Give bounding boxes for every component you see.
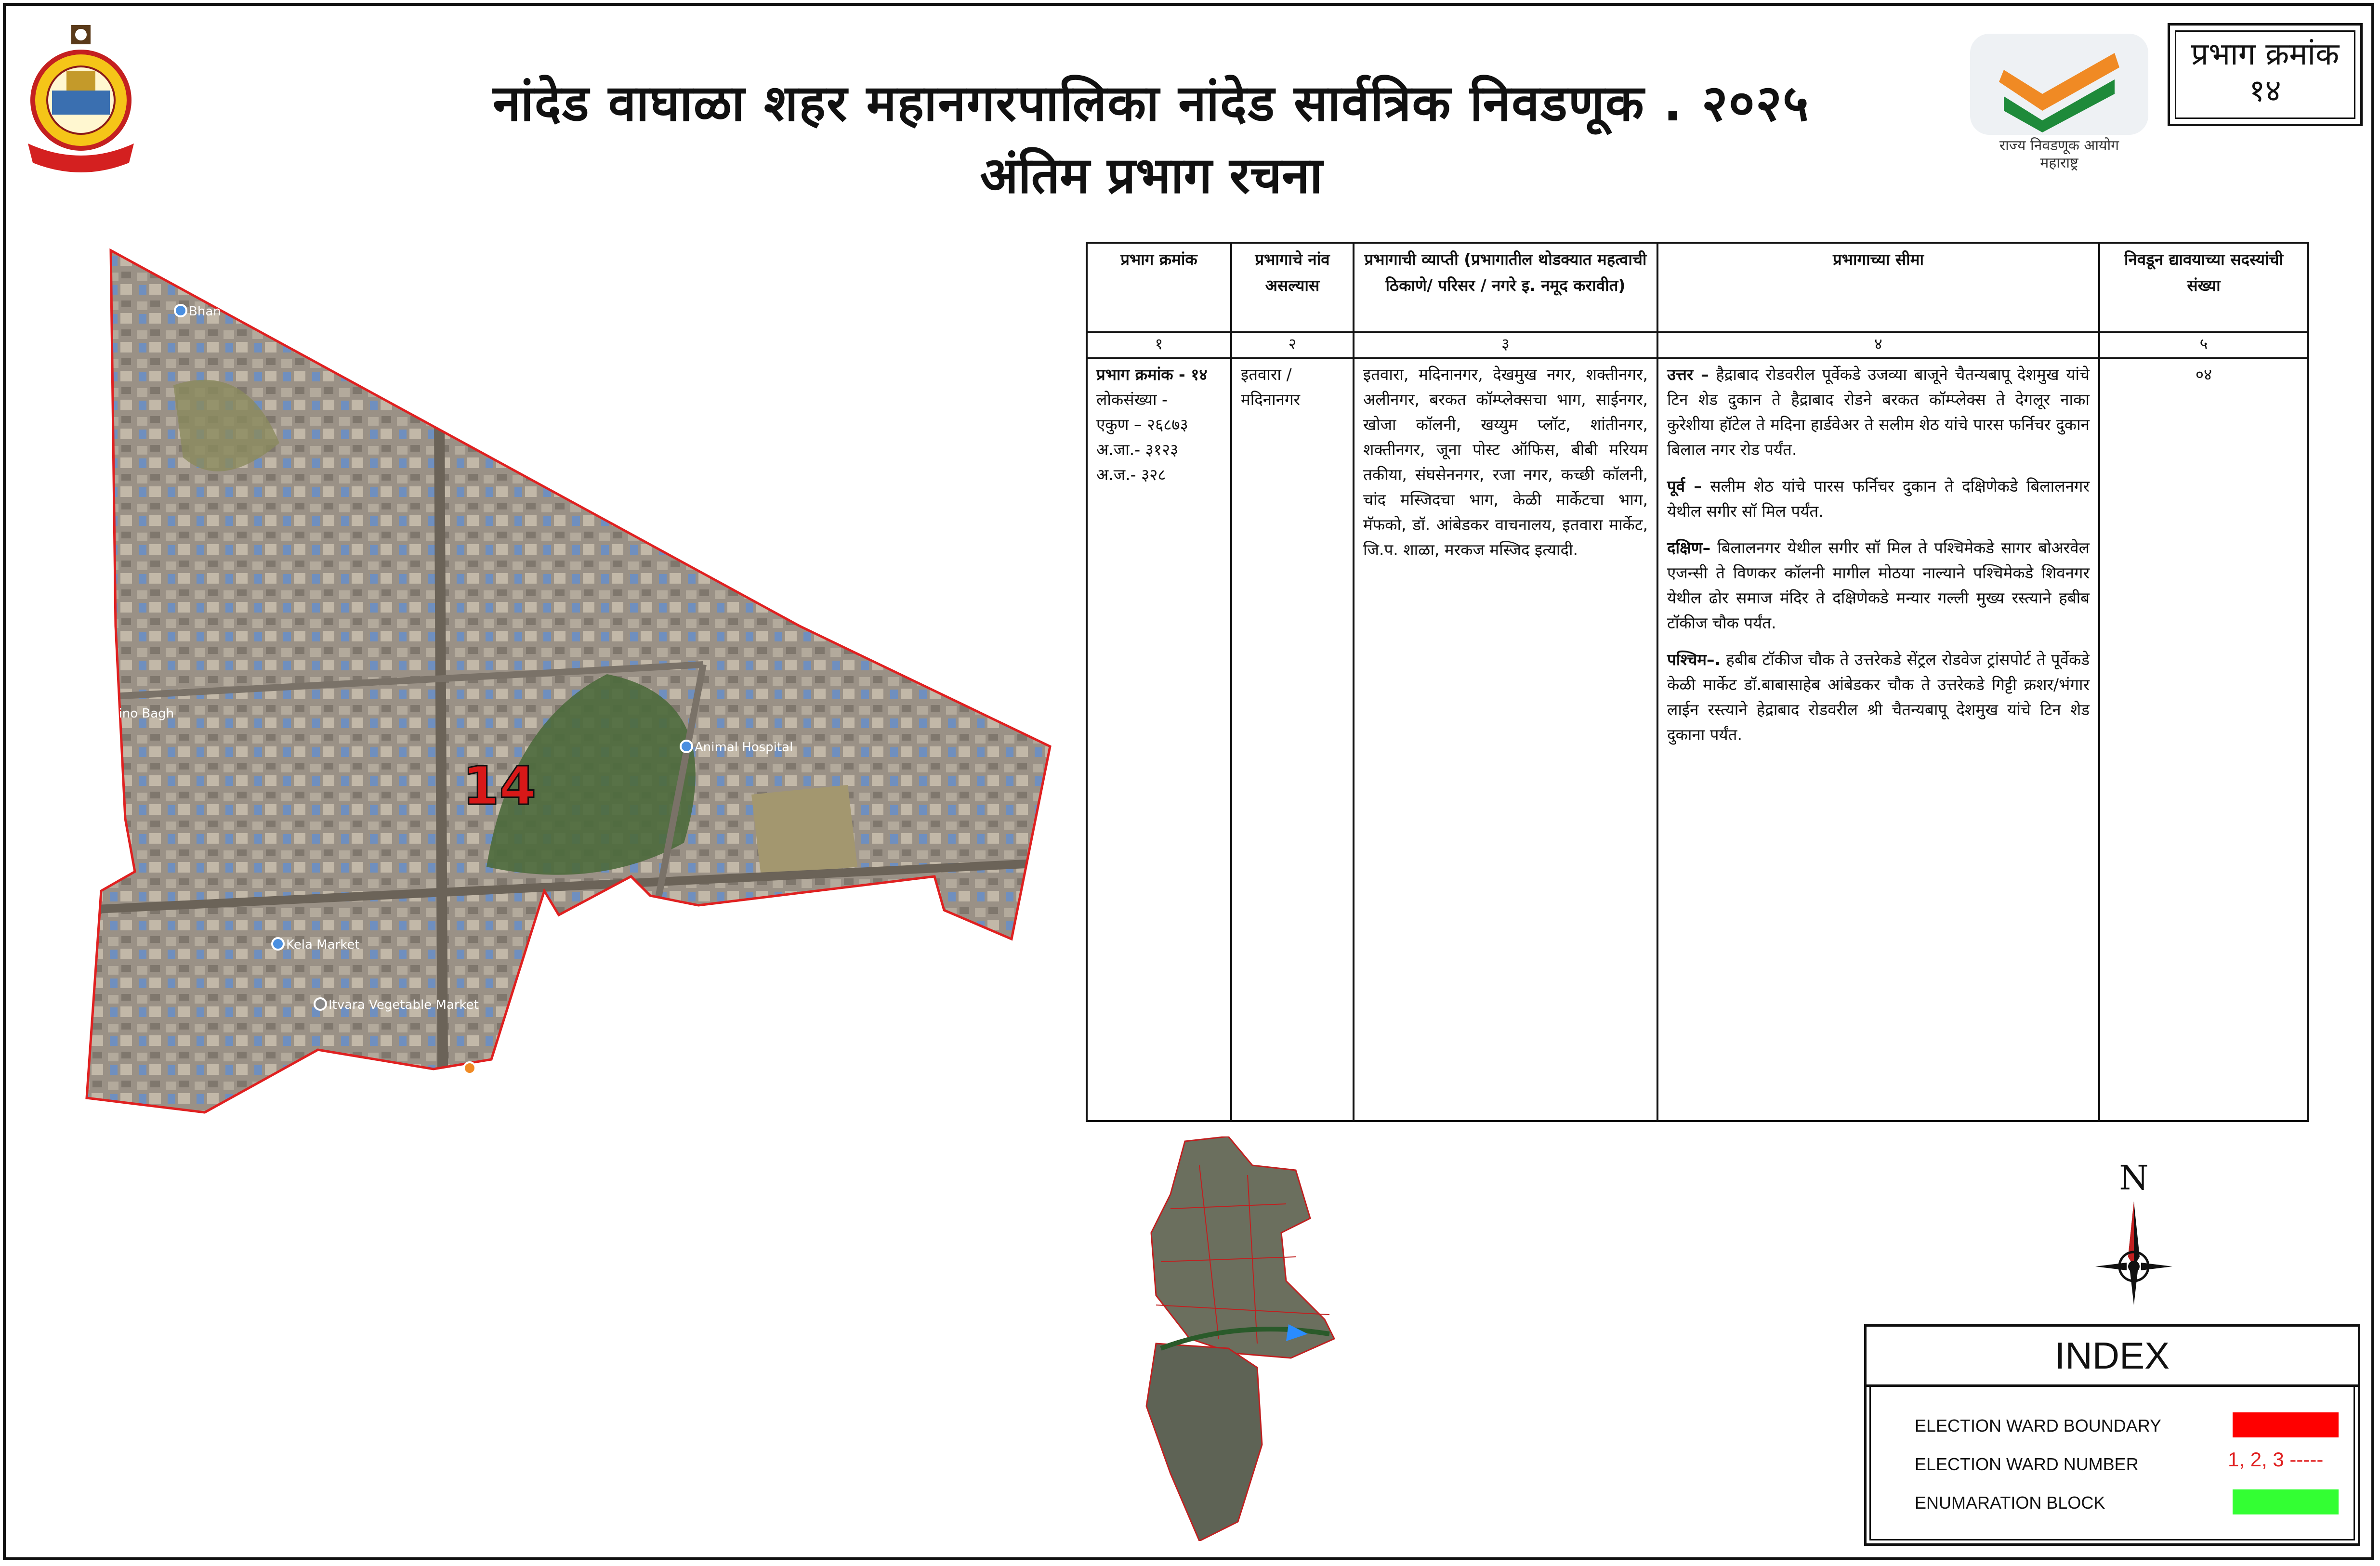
sec-caption-line1: राज्य निवडणूक आयोग xyxy=(1999,137,2119,154)
boundary-south xyxy=(1667,535,2090,636)
column-header: प्रभागाच्या सीमा xyxy=(1657,243,2099,332)
direction-label: पश्चिम–. xyxy=(1667,650,1721,669)
sc-population: अ.जा.- ३१२३ xyxy=(1096,440,1179,459)
ward-number-box xyxy=(2168,23,2363,126)
poi-marker-icon xyxy=(272,938,284,950)
column-number: २ xyxy=(1231,332,1354,358)
north-arrow-icon xyxy=(2086,1156,2182,1315)
ward-name-cell: इतवारा / मदिनानगर xyxy=(1231,358,1354,1121)
poi-marker-icon xyxy=(175,305,186,316)
poi-marker-icon xyxy=(464,1062,475,1074)
legend-swatch-enumeration-block xyxy=(2233,1489,2339,1514)
st-population: अ.ज.- ३२८ xyxy=(1096,465,1166,484)
map-title: नांदेड वाघाळा शहर महानगरपालिका नांदेड सार्वत्रिक निवडणूक . २०२५ xyxy=(492,74,1810,132)
ward-map xyxy=(77,241,1065,1156)
column-number: ४ xyxy=(1657,332,2099,358)
ward-extent-cell: इतवारा, मदिनानगर, देखमुख नगर, शक्तीनगर, अलीनगर, बरकत कॉम्प्लेक्सचा भाग, साईनगर, खोजा कॉलनी, खय्युम प्लॉट, शांतीनगर, शक्तीनगर, जूना पोस्ट ऑफिस, बीबी मरियम तकीया, संघसेननगर, रजा नगर, कच्छी कॉलनी, चांद मस्जिदचा भाग, केळी मार्केटचा भाग, मॅफको, डॉ. आंबेडकर वाचनालय, इतवारा मार्केट, जि.प. शाळा, मरकज मस्जिद इत्यादी. xyxy=(1354,358,1657,1121)
place-label: Animal Hospital xyxy=(695,740,793,755)
direction-label: पूर्व – xyxy=(1667,477,1702,496)
column-header: प्रभागाची व्याप्ती (प्रभागातील थोडक्यात महत्वाची ठिकाणे/ परिसर / नगरे इ. नमूद करावीत) xyxy=(1354,243,1657,332)
map-legend xyxy=(1864,1324,2360,1546)
place-label: Itvara Vegetable Market xyxy=(329,998,479,1012)
sec-caption-line2: महाराष्ट्र xyxy=(2040,155,2078,171)
boundary-north xyxy=(1667,362,2090,462)
column-header: प्रभागाचे नांव असल्यास xyxy=(1231,243,1354,332)
place-label: Bhan xyxy=(189,304,221,319)
column-header: प्रभाग क्रमांक xyxy=(1087,243,1231,332)
poi-marker-icon xyxy=(681,741,692,752)
boundary-west xyxy=(1667,647,2090,747)
ward-number-label: 14 xyxy=(462,755,537,817)
column-header: निवडून द्यावयाच्या सदस्यांची संख्या xyxy=(2099,243,2308,332)
population-total: एकुण – २६८७३ xyxy=(1096,415,1188,434)
column-number: १ xyxy=(1087,332,1231,358)
ward-box-number: १४ xyxy=(2249,73,2281,109)
legend-title: INDEX xyxy=(1867,1327,2358,1387)
ward-box-label: प्रभाग क्रमांक xyxy=(2191,37,2340,72)
legend-label-ward-number: ELECTION WARD NUMBER xyxy=(1915,1454,2139,1474)
column-number: ३ xyxy=(1354,332,1657,358)
boundary-text: हैद्राबाद रोडवरील पूर्वेकडे उजव्या बाजूने चैतन्यबापू देशमुख यांचे टिन शेड दुकान ते हैद्राबाद रोडने बरकत कॉम्प्लेक्स ते देगलूर नाका कुरेशीया हॉटेल ते मदिना हार्डवेअर ते सलीम शेठ यांचे पारस फर्निचर दुकान बिलाल नगर रोड पर्यंत. xyxy=(1667,365,2090,459)
ward-boundaries-cell xyxy=(1657,358,2099,1121)
municipal-logo xyxy=(23,23,139,182)
place-label: Kela Market xyxy=(286,938,360,952)
boundary-text: बिलालनगर येथील सगीर सॉ मिल ते पश्चिमेकडे सागर बोअरवेल एजन्सी ते विणकर कॉलनी मागील मोठया नाल्याने पश्चिमेकडे शिवनगर येथील ढोर समाज मंदिर ते दक्षिणेकडे मन्यार गल्ली मुख्य रस्त्याने हबीब टॉकीज चौक पर्यंत. xyxy=(1667,538,2090,632)
poi-marker-icon xyxy=(315,998,326,1010)
map-subtitle: अंतिम प्रभाग रचना xyxy=(980,146,1323,205)
members-count-cell: ०४ xyxy=(2099,358,2308,1121)
direction-label: उत्तर – xyxy=(1667,365,1709,384)
ward-label: प्रभाग क्रमांक - १४ xyxy=(1096,365,1208,384)
state-election-commission-logo xyxy=(1970,34,2148,135)
boundary-text: हबीब टॉकीज चौक ते उत्तरेकडे सेंट्रल रोडवेज ट्रांसपोर्ट ते पूर्वेकडे केळी मार्केट डॉ.बाबासाहेब आंबेडकर चौक ते उत्तरेकडे गिट्टी क्रशर/भंगार लाईन रस्त्याने हेद्राबाद रोडवरील श्री चैतन्यबापू देशमुख यांचे टिन शेड दुकाना पर्यंत. xyxy=(1667,650,2090,744)
legend-label-ward-boundary: ELECTION WARD BOUNDARY xyxy=(1915,1416,2162,1436)
ward-cell xyxy=(1087,358,1231,1121)
legend-label-enumeration-block: ENUMARATION BLOCK xyxy=(1915,1493,2105,1513)
place-label: bino Bagh xyxy=(111,706,174,721)
direction-label: दक्षिण– xyxy=(1667,538,1711,557)
legend-sample-ward-number: 1, 2, 3 ----- xyxy=(2228,1448,2324,1471)
north-label: N xyxy=(2119,1158,2149,1198)
ward-details-table xyxy=(1086,242,2309,1122)
population-label: लोकसंख्या - xyxy=(1096,390,1168,409)
legend-swatch-ward-boundary xyxy=(2233,1412,2339,1437)
column-number: ५ xyxy=(2099,332,2308,358)
boundary-text: सलीम शेठ यांचे पारस फर्निचर दुकान ते दक्षिणेकडे बिलालनगर येथील सगीर सॉ मिल पर्यंत. xyxy=(1667,477,2090,521)
location-inset-map xyxy=(1142,1136,1392,1541)
boundary-east xyxy=(1667,474,2090,524)
